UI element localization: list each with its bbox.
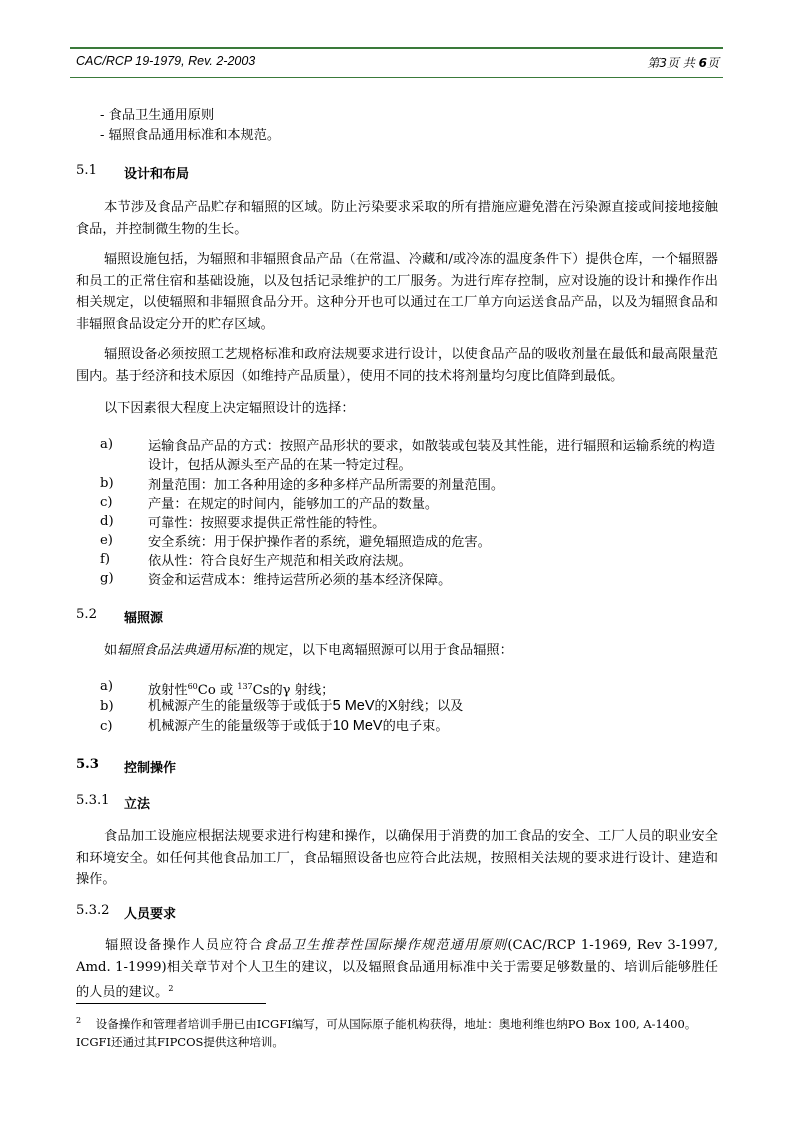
- list-item: 机械源产生的能量级等于或低于10 MeV的电子束。: [148, 718, 449, 734]
- section-number: 5.3.2: [76, 903, 110, 918]
- list-item: 剂量范围：加工各种用途的多种多样产品所需要的剂量范围。: [148, 478, 505, 493]
- paragraph: 本节涉及食品产品贮存和辐照的区域。防止污染要求采取的所有措施应避免潜在污染源直接或间接地接触食品，并控制微生物的生长。: [76, 200, 718, 237]
- item-letter: b): [100, 699, 114, 714]
- paragraph: 如辐照食品法典通用标准的规定，以下电离辐照源可以用于食品辐照：: [104, 643, 513, 658]
- list-item: - 食品卫生通用原则: [100, 108, 215, 123]
- paragraph: 辐照设备操作人员应符合食品卫生推荐性国际操作规范通用原则(CAC/RCP 1-1969, Rev 3-1997, Amd. 1-1999)相关章节对个人卫生的建议，以及辐照食品通用标准中关于需要足够数量的、培训后能够胜任的人员的建议。$^2$: [76, 938, 719, 1000]
- item-letter: c): [100, 719, 113, 734]
- list-item: 安全系统：用于保护操作者的系统，避免辐照造成的危害。: [148, 535, 491, 550]
- paragraph: 食品加工设施应根据法规要求进行构建和操作，以确保用于消费的加工食品的安全、工厂人员的职业安全和环境安全。如任何其他食品加工厂，食品辐照设备也应符合此法规，按照相关法规的要求进行设计、建造和操作。: [76, 829, 718, 887]
- document-code: CAC/RCP 19-1979, Rev. 2-2003: [76, 54, 256, 68]
- section-title: 设计和布局: [124, 167, 190, 182]
- section-number: 5.2: [76, 607, 97, 622]
- section-title: 控制操作: [124, 761, 177, 776]
- paragraph: 辐照设备必须按照工艺规格标准和政府法规要求进行设计，以使食品产品的吸收剂量在最低和最高限量范围内。基于经济和技术原因（如维持产品质量），使用不同的技术将剂量均匀度比值降到最低。: [76, 347, 718, 384]
- list-item: 依从性：符合良好生产规范和相关政府法规。: [148, 554, 412, 569]
- page-header: [70, 47, 723, 78]
- footnote-divider: [76, 1003, 266, 1004]
- section-number: 5.3.1: [76, 793, 110, 808]
- footnote-mark: 2: [76, 1016, 82, 1025]
- item-letter: c): [100, 495, 113, 510]
- footnote: $^2$ 设备操作和管理者培训手册已由ICGFI编写，可从国际原子能机构获得，地址：奥地利维也纳PO Box 100, A-1400。ICGFI还通过其FIPCOS提供这种培训。: [76, 1016, 697, 1049]
- item-letter: a): [100, 437, 114, 452]
- item-letter: f): [100, 552, 111, 567]
- list-item: 可靠性：按照要求提供正常性能的特性。: [148, 516, 386, 531]
- list-item: 机械源产生的能量级等于或低于5 MeV的X射线；以及: [148, 698, 464, 714]
- item-letter: e): [100, 533, 113, 548]
- paragraph: 以下因素很大程度上决定辐照设计的选择：: [104, 401, 355, 416]
- section-number: 5.1: [76, 163, 97, 178]
- item-letter: b): [100, 476, 114, 491]
- section-title: 辐照源: [124, 611, 164, 626]
- list-item: 资金和运营成本：维持运营所必须的基本经济保障。: [148, 573, 452, 588]
- section-title: 人员要求: [124, 907, 177, 922]
- item-letter: a): [100, 679, 114, 694]
- page-number: 第3页 共 6页: [647, 56, 719, 70]
- item-letter: d): [100, 514, 114, 529]
- section-title: 立法: [124, 797, 151, 812]
- item-letter: g): [100, 571, 114, 586]
- footnote-reference: 2: [168, 984, 174, 993]
- list-item: - 辐照食品通用标准和本规范。: [100, 128, 281, 143]
- paragraph: 辐照设施包括，为辐照和非辐照食品产品（在常温、冷藏和/或冷冻的温度条件下）提供仓库，一个辐照器和员工的正常住宿和基础设施，以及包括记录维护的工厂服务。为进行库存控制，应对设施的设计和操作作出相关规定，以使辐照和非辐照食品分开。这种分开也可以通过在工厂单方向运送食品产品，以及为辐照食品和非辐照食品设定分开的贮存区域。: [76, 252, 718, 332]
- list-item: 放射性$^{60}$Co 或 $^{137}$Cs的γ 射线；: [148, 682, 335, 698]
- section-number: 5.3: [76, 757, 99, 772]
- list-item: 产量：在规定的时间内，能够加工的产品的数量。: [148, 497, 439, 512]
- list-item: 运输食品产品的方式：按照产品形状的要求，如散装或包装及其性能，进行辐照和运输系统的构造设计，包括从源头至产品的在某一特定过程。: [148, 439, 716, 473]
